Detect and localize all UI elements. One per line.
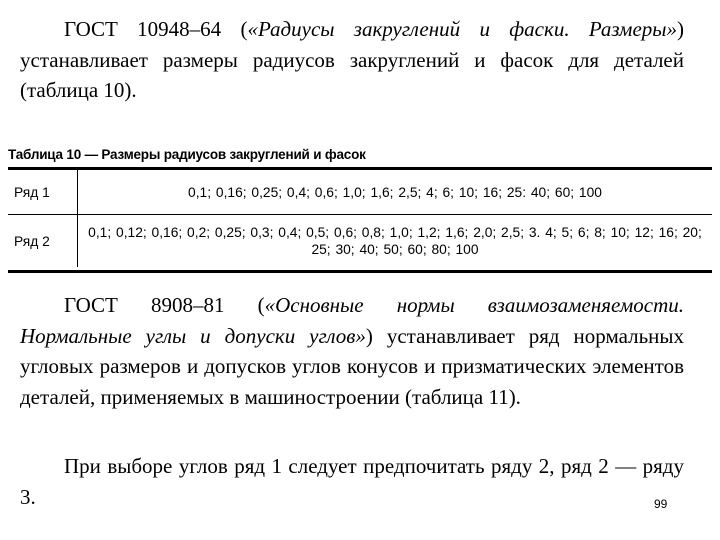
paragraph-tail: ) устанавливает размеры радиусов закруглений и фасок для деталей (таблица 10). (20, 17, 685, 102)
paragraph-tail: ) устанавливает ряд нормальных угловых размеров и допусков углов конусов и призматических элементов деталей, применяемых в машиностроении (таблица 11). (20, 323, 684, 409)
table-caption: Таблица 10 — Размеры радиусов закруглений и фасок (8, 147, 366, 162)
table-row (8, 215, 712, 267)
paragraph-angle-preference: При выборе углов ряд 1 следует предпочитать ряду 2, ряд 2 — ряду 3. (20, 454, 684, 509)
row-label: Ряд 2 (8, 215, 78, 267)
paragraph-gost-8908 (20, 290, 684, 412)
table-row (8, 170, 712, 215)
table-10 (8, 167, 712, 273)
row-label: Ряд 1 (8, 170, 78, 214)
page-number: 99 (654, 497, 668, 511)
standard-title: «Радиусы закруглений и фаски. Размеры» (247, 17, 678, 41)
paragraph-lead: ГОСТ 8908–81 ( (64, 293, 265, 317)
paragraph-gost-10948 (20, 14, 684, 106)
row-values: 0,1; 0,16; 0,25; 0,4; 0,6; 1,0; 1,6; 2,5; 4; 6; 10; 16; 25: 40; 60; 100 (188, 184, 602, 200)
standard-title: «Основные нормы взаимозаменяемости. Нормальные углы и допуски углов» (20, 293, 684, 348)
row-values: 0,1; 0,12; 0,16; 0,2; 0,25; 0,3; 0,4; 0,5; 0,6; 0,8; 1,0; 1,2; 1,6; 2,0; 2,5; 3. 4; 5; 6; 8; 10; 12; 16; 20; 25; 30; 40; 50; 60; 80; 100 (88, 225, 702, 257)
paragraph-lead: ГОСТ 10948–64 ( (64, 17, 248, 41)
